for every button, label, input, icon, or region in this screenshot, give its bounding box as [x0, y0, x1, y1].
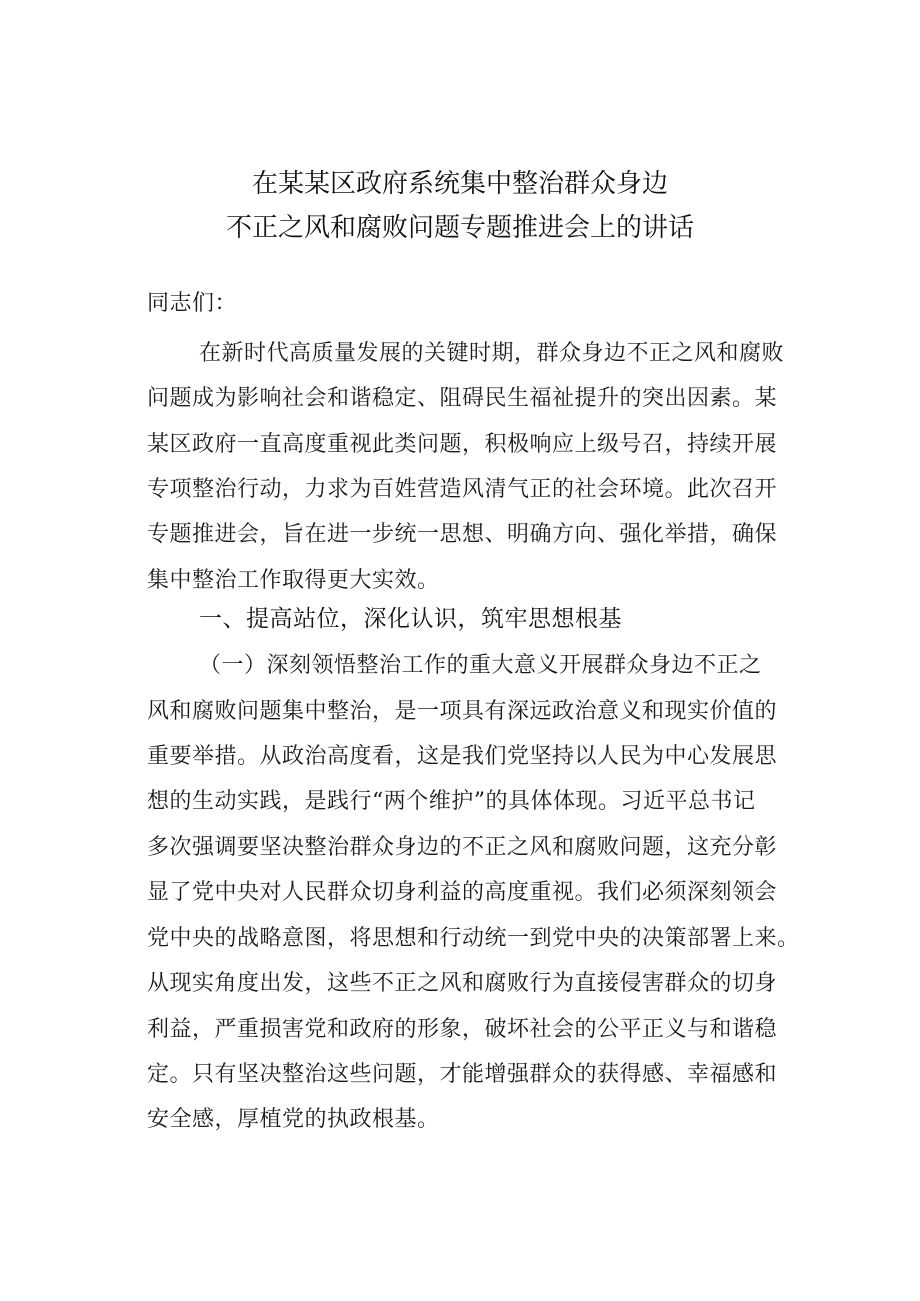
section-paragraph-line: 想的生动实践，是践行“两个维护”的具体体现。习近平总书记	[147, 789, 756, 814]
intro-line: 专项整治行动，力求为百姓营造风清气正的社会环境。此次召开	[147, 477, 778, 502]
section-paragraph-line: 多次强调要坚决整治群众身边的不正之风和腐败问题，这充分彰	[147, 835, 778, 860]
section-paragraph-line: 风和腐败问题集中整治，是一项具有深远政治意义和现实价值的	[147, 699, 778, 724]
intro-line: 问题成为影响社会和谐稳定、阻碍民生福祉提升的突出因素。某	[147, 386, 778, 411]
section-paragraph-line: 党中央的战略意图，将思想和行动统一到党中央的决策部署上来。	[147, 926, 800, 951]
intro-line: 专题推进会，旨在进一步统一思想、明确方向、强化举措，确保	[147, 522, 778, 547]
document-title-line-2: 不正之风和腐败问题专题推进会上的讲话	[225, 213, 694, 243]
section-paragraph-line: 利益，严重损害党和政府的形象，破坏社会的公平正义与和谐稳	[147, 1017, 778, 1042]
salutation: 同志们：	[147, 291, 238, 316]
section-paragraph-line: 定。只有坚决整治这些问题，才能增强群众的获得感、幸福感和	[147, 1062, 778, 1087]
intro-line: 在新时代高质量发展的关键时期，群众身边不正之风和腐败	[199, 341, 785, 366]
section-paragraph-line: （一）深刻领悟整治工作的重大意义开展群众身边不正之	[199, 653, 762, 678]
intro-line: 某区政府一直高度重视此类问题，积极响应上级号召，持续开展	[147, 432, 778, 457]
section-paragraph-line: 安全感，厚植党的执政根基。	[147, 1107, 440, 1132]
section-paragraph-line: 显了党中央对人民群众切身利益的高度重视。我们必须深刻领会	[147, 880, 778, 905]
section-heading: 一、提高站位，深化认识，筑牢思想根基	[199, 606, 622, 632]
document-title-line-1: 在某某区政府系统集中整治群众身边	[251, 169, 668, 199]
section-paragraph-line: 从现实角度出发，这些不正之风和腐败行为直接侵害群众的切身	[147, 971, 778, 996]
intro-line: 集中整治工作取得更大实效。	[147, 568, 440, 593]
section-paragraph-line: 重要举措。从政治高度看，这是我们党坚持以人民为中心发展思	[147, 744, 778, 769]
